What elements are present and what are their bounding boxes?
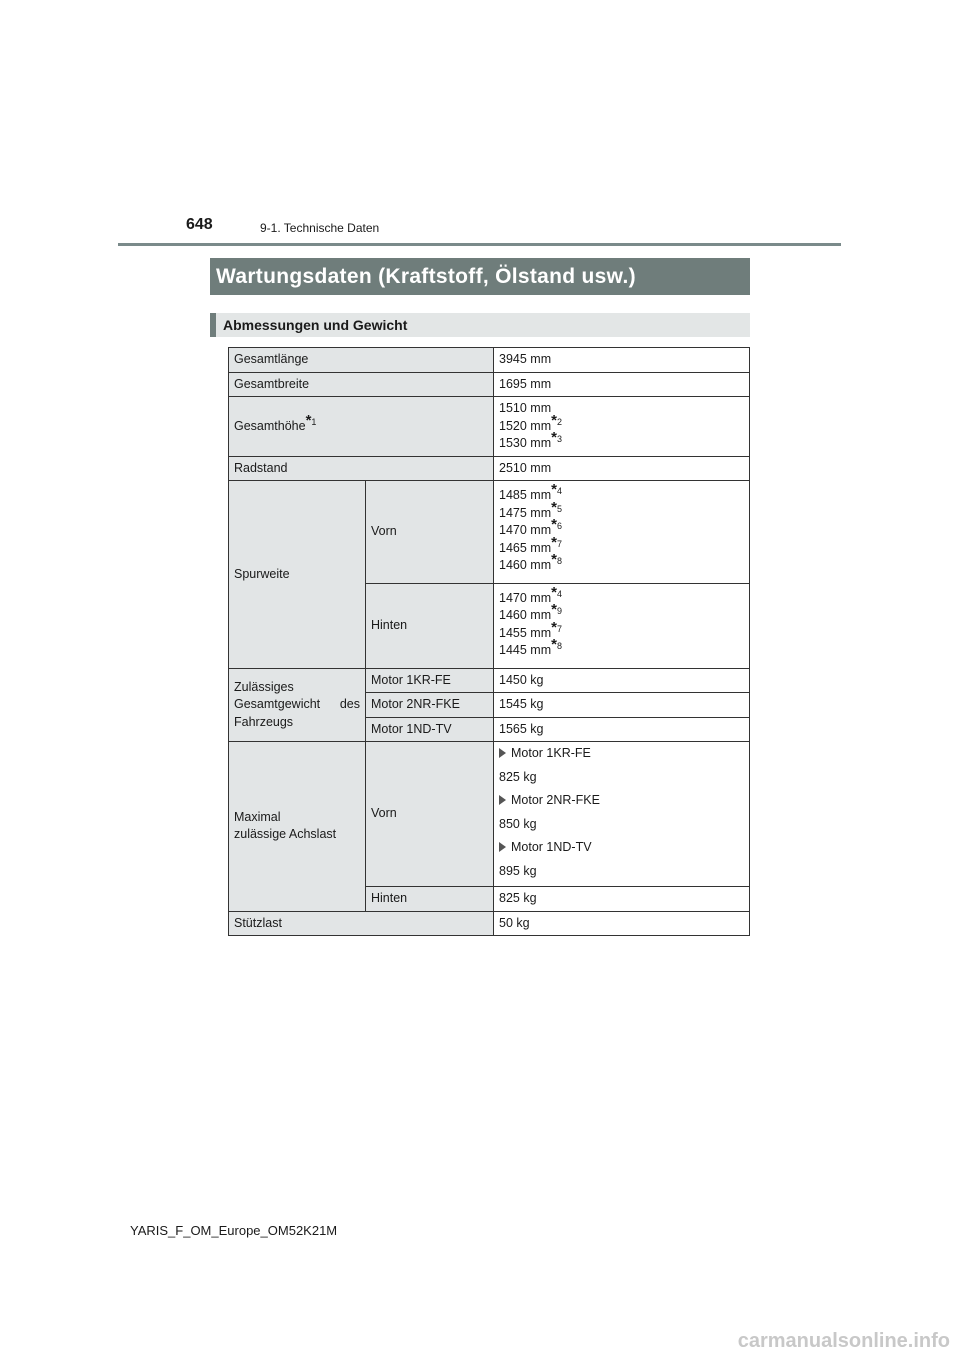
label-engine-1nd: Motor 1ND-TV	[366, 717, 494, 742]
label-gesamtgewicht: Zulässiges Gesamtgewicht des Fahrzeugs	[229, 668, 366, 742]
label-stuetzlast: Stützlast	[229, 911, 494, 936]
value-gewicht-1kr: 1450 kg	[494, 668, 750, 693]
value-spurweite-hinten: 1470 mm*$^4$ 1460 mm*$^9$ 1455 mm*$^7$ 1445 mm*$^8$	[494, 583, 750, 668]
table-row	[229, 372, 750, 397]
header-rule	[118, 243, 841, 246]
value-gesamthoehe: 1510 mm 1520 mm*$^2$ 1530 mm*$^3$	[494, 397, 750, 457]
label-engine-2nr: Motor 2NR-FKE	[366, 693, 494, 718]
label-spurweite-vorn: Vorn	[366, 481, 494, 584]
value-spurweite-vorn: 1485 mm*$^4$ 1475 mm*$^5$ 1470 mm*$^6$ 1465 mm*$^7$ 1460 mm*$^8$	[494, 481, 750, 584]
section-subtitle: Abmessungen und Gewicht	[210, 313, 750, 337]
value-gesamtbreite: 1695 mm	[494, 372, 750, 397]
label-achslast-vorn: Vorn	[366, 742, 494, 887]
table-row	[229, 742, 750, 887]
label-gesamthoehe: Gesamthöhe*$^1$	[229, 397, 494, 457]
label-gesamtlaenge: Gesamtlänge	[229, 348, 494, 373]
table-row	[229, 397, 750, 457]
table-row	[229, 911, 750, 936]
section-label: 9-1. Technische Daten	[260, 221, 380, 235]
label-engine-1kr: Motor 1KR-FE	[366, 668, 494, 693]
label-achslast-hinten: Hinten	[366, 887, 494, 912]
table-row	[229, 481, 750, 584]
table-row	[229, 456, 750, 481]
label-radstand: Radstand	[229, 456, 494, 481]
label-spurweite-hinten: Hinten	[366, 583, 494, 668]
value-achslast-hinten: 825 kg	[494, 887, 750, 912]
value-achslast-vorn: Motor 1KR-FE 825 kg Motor 2NR-FKE 850 kg Motor 1ND-TV 895 kg	[494, 742, 750, 887]
value-gewicht-1nd: 1565 kg	[494, 717, 750, 742]
triangle-bullet-icon	[499, 842, 506, 852]
page-number: 648	[186, 216, 213, 233]
label-spurweite: Spurweite	[229, 481, 366, 669]
value-radstand: 2510 mm	[494, 456, 750, 481]
value-gewicht-2nr: 1545 kg	[494, 693, 750, 718]
watermark: carmanualsonline.info	[737, 1330, 950, 1352]
spec-table	[228, 347, 750, 936]
triangle-bullet-icon	[499, 795, 506, 805]
triangle-bullet-icon	[499, 748, 506, 758]
value-gesamtlaenge: 3945 mm	[494, 348, 750, 373]
table-row	[229, 668, 750, 693]
label-achslast: Maximal zulässige Achslast	[229, 742, 366, 912]
page-title: Wartungsdaten (Kraftstoff, Ölstand usw.)	[210, 258, 750, 295]
table-row	[229, 348, 750, 373]
label-gesamtbreite: Gesamtbreite	[229, 372, 494, 397]
value-stuetzlast: 50 kg	[494, 911, 750, 936]
footer-doc-id: YARIS_F_OM_Europe_OM52K21M	[130, 1223, 338, 1238]
